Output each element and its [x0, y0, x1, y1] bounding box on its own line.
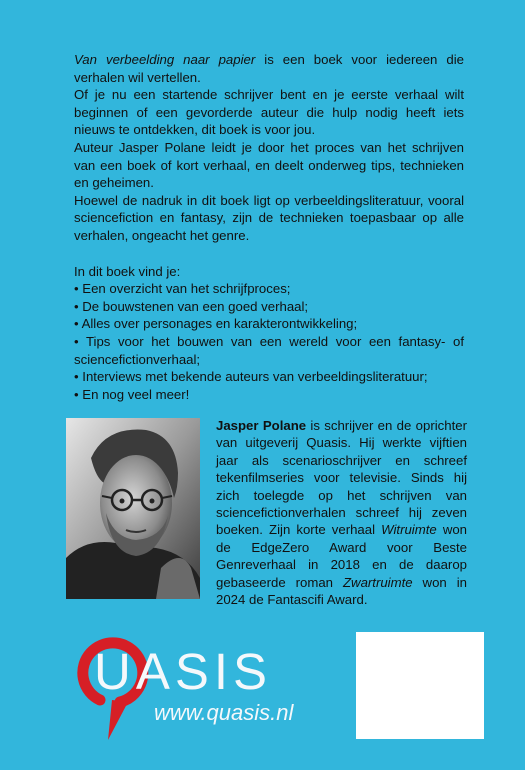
bio-text: is schrijver en de oprichter van uitgeverij Quasis. Hij werkte vijftien jaar als scenarioschrijver en schreef tekenfilmseries voor televisie. Sinds hij zich toelegde op het schrijven van sciencefictionverhalen schreef hij zeven boeken. Zijn korte verhaal — [216, 418, 467, 538]
contents-item: • De bouwstenen van een goed verhaal; — [74, 298, 464, 316]
story-title: Witruimte — [381, 522, 437, 538]
contents-item: • Een overzicht van het schrijfproces; — [74, 280, 464, 298]
publisher-logo-text: UASIS — [94, 643, 273, 700]
contents-item: • Alles over personages en karakterontwikkeling; — [74, 315, 464, 333]
contents-list — [74, 280, 464, 403]
bio-text: won in 2024 de Fantascifi Award. — [216, 574, 467, 608]
genre-paragraph: Hoewel de nadruk in dit boek ligt op verbeeldingsliteratuur, vooral sciencefiction en fantasy, zijn de technieken toepasbaar op alle verhalen, ongeacht het genre. — [74, 192, 464, 243]
author-bio — [216, 417, 467, 608]
contents-heading: In dit boek vind je: — [74, 263, 181, 279]
author-portrait-image — [66, 418, 200, 599]
contents-item: • Tips voor het bouwen van een wereld voor een fantasy- of sciencefictionverhaal; — [74, 333, 464, 368]
audience-paragraph: Of je nu een startende schrijver bent en je eerste verhaal wilt beginnen of een gevorderde auteur die hulp nodig heeft iets nieuws te ontdekken, dit boek is voor jou. — [74, 87, 464, 138]
back-cover-blurb — [74, 51, 464, 403]
author-name: Jasper Polane — [216, 418, 307, 433]
publisher-url: www.quasis.nl — [154, 700, 294, 725]
intro-paragraph — [74, 51, 464, 86]
novel-title: Zwartruimte — [342, 574, 413, 590]
barcode-area — [356, 632, 484, 739]
intro-text: is een boek voor iedereen die verhalen wil vertellen. — [74, 52, 464, 85]
book-title: Van verbeelding naar papier — [74, 52, 256, 67]
author-paragraph: Auteur Jasper Polane leidt je door het proces van het schrijven van een boek of kort verhaal, en deelt onderweg tips, technieken en geheimen. — [74, 139, 464, 191]
contents-item: • En nog veel meer! — [74, 386, 464, 404]
author-photo — [66, 418, 200, 599]
contents-item: • Interviews met bekende auteurs van verbeeldingsliteratuur; — [74, 368, 464, 386]
bio-text: won de EdgeZero Award voor Beste Genreverhaal in 2018 en de daarop gebaseerde roman — [216, 522, 468, 590]
